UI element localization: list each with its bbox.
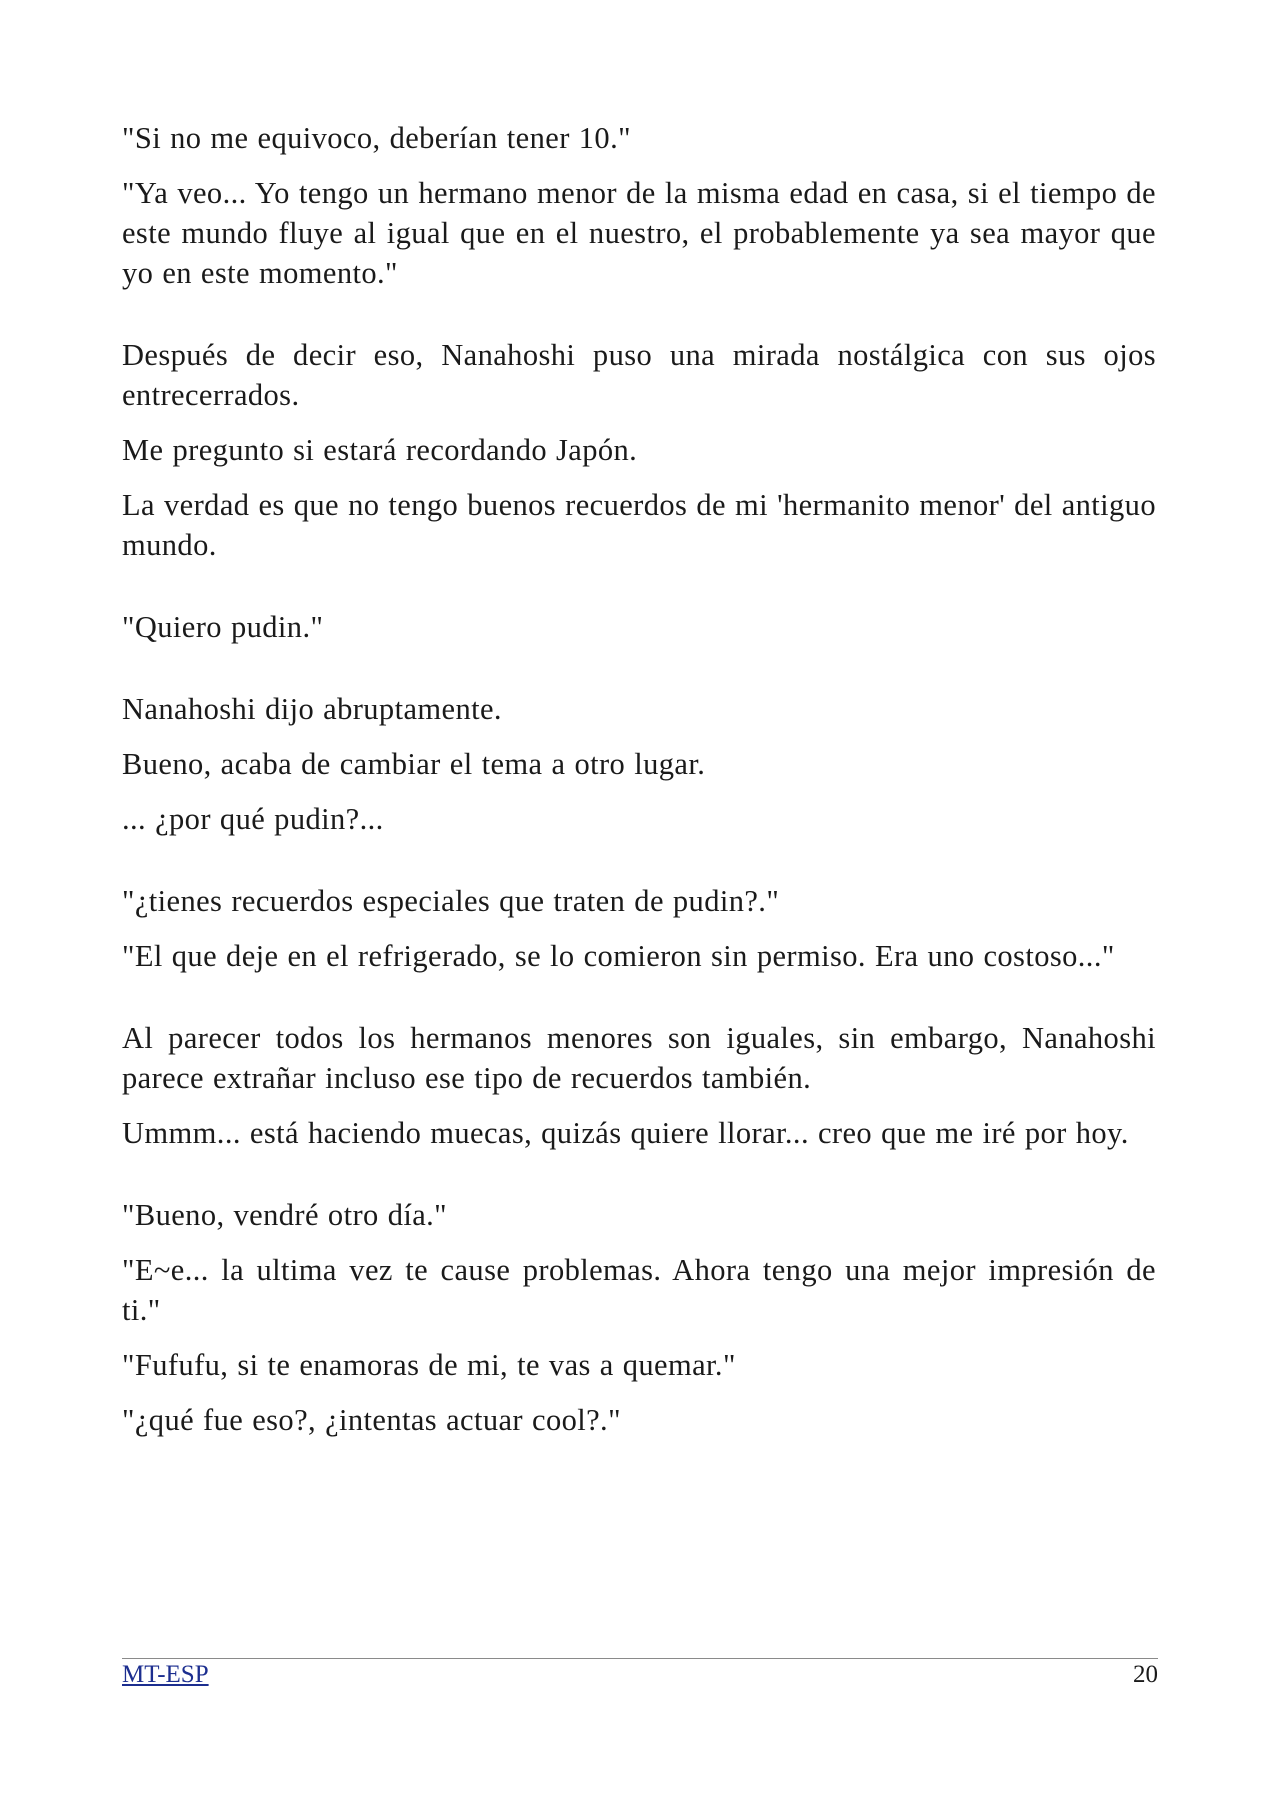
paragraph: "Ya veo... Yo tengo un hermano menor de la misma edad en casa, si el tiempo de este mundo fluye al igual que en el nuestro, el probablemente ya sea mayor que yo en este momento." xyxy=(122,176,1156,290)
paragraph: La verdad es que no tengo buenos recuerdos de mi 'hermanito menor' del antiguo mundo. xyxy=(122,488,1156,562)
paragraph: "Si no me equivoco, deberían tener 10." xyxy=(122,121,631,155)
paragraph: Me pregunto si estará recordando Japón. xyxy=(122,433,638,467)
paragraph: ... ¿por qué pudin?... xyxy=(122,802,384,836)
footer-link[interactable]: MT-ESP xyxy=(122,1661,209,1688)
paragraph: Bueno, acaba de cambiar el tema a otro lugar. xyxy=(122,747,706,781)
footer-divider xyxy=(122,1658,1158,1659)
paragraph: "¿qué fue eso?, ¿intentas actuar cool?." xyxy=(122,1403,621,1437)
paragraph: "El que deje en el refrigerado, se lo comieron sin permiso. Era uno costoso..." xyxy=(122,939,1115,973)
paragraph: Ummm... está haciendo muecas, quizás quiere llorar... creo que me iré por hoy. xyxy=(122,1116,1129,1150)
paragraph: "E~e... la ultima vez te cause problemas. Ahora tengo una mejor impresión de ti." xyxy=(122,1253,1156,1327)
paragraph: "Bueno, vendré otro día." xyxy=(122,1198,448,1232)
paragraph: Después de decir eso, Nanahoshi puso una mirada nostálgica con sus ojos entrecerrados. xyxy=(122,338,1156,412)
paragraph: "Quiero pudin." xyxy=(122,610,324,644)
paragraph: "¿tienes recuerdos especiales que traten de pudin?." xyxy=(122,884,780,918)
paragraph: Al parecer todos los hermanos menores son iguales, sin embargo, Nanahoshi parece extrañar incluso ese tipo de recuerdos también. xyxy=(122,1021,1156,1095)
page-body xyxy=(122,118,1156,1455)
paragraph: "Fufufu, si te enamoras de mi, te vas a quemar." xyxy=(122,1348,736,1382)
paragraph: Nanahoshi dijo abruptamente. xyxy=(122,692,502,726)
page-number: 20 xyxy=(1133,1661,1158,1688)
